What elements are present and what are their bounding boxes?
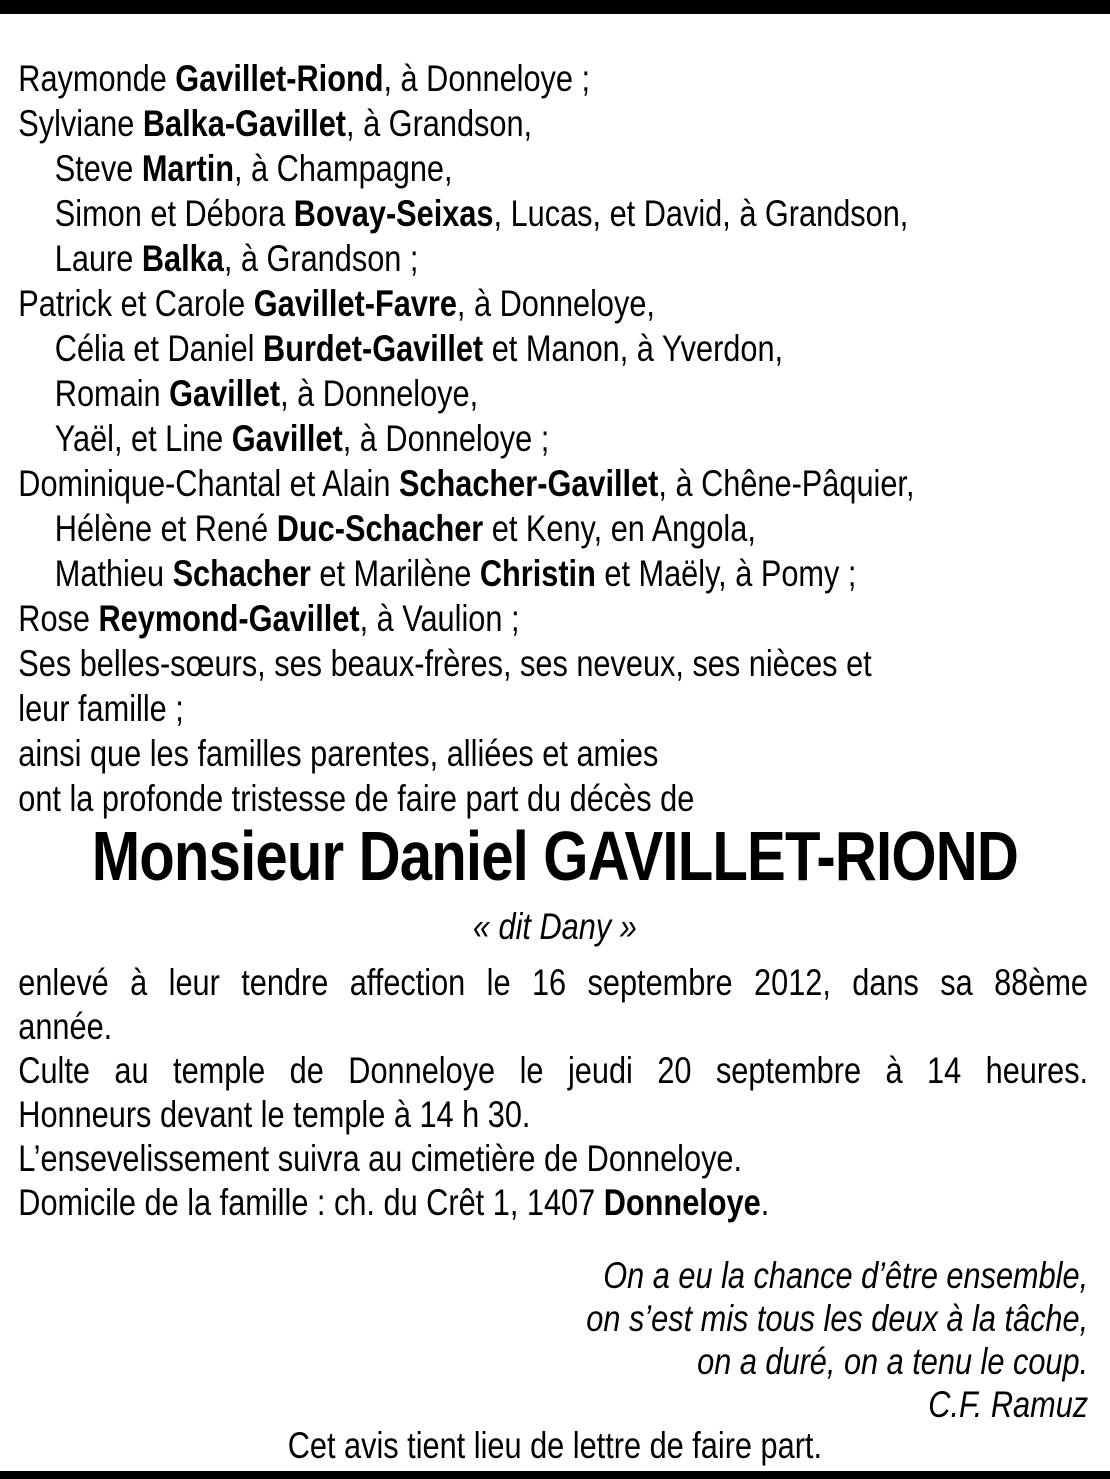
word: septembre [587,962,733,1003]
text-segment: , à Donneloye ; [383,58,591,99]
word: le [486,962,511,1003]
family-name-bold: Balka-Gavillet [142,103,347,144]
word: le [519,1050,544,1091]
family-line [18,191,1088,236]
memorial-quote [18,1254,1088,1426]
text-segment: Romain [54,373,170,414]
family-line [18,551,1088,596]
text-segment: , Lucas, et David, à Grandson, [493,193,909,234]
family-name-bold: Schacher-Gavillet [398,463,659,504]
deceased-nickname: « dit Dany » [472,906,637,947]
family-line [18,506,1088,551]
word: à [130,962,148,1003]
text-segment: Rose [18,598,99,639]
funeral-detail-line [18,961,1088,1005]
word: Donneloye [348,1050,496,1091]
family-name-bold: Gavillet-Riond [175,58,384,99]
text-segment: L’ensevelissement suivra au cimetière de Donneloye. [18,1138,743,1179]
word: au [114,1050,149,1091]
text-segment: Simon et Débora [54,193,294,234]
memorial-quote-line: on a duré, on a tenu le coup. [697,1341,1089,1382]
family-name-bold: Christin [479,553,596,594]
text-segment: Honneurs devant le temple à 14 h 30. [18,1094,531,1135]
text-segment: et Keny, en Angola, [483,508,756,549]
text-segment: Yaël, et Line [54,418,232,459]
family-line [18,776,1088,821]
word: 14 [927,1050,962,1091]
text-segment: , à Donneloye, [456,283,655,324]
family-line [18,461,1088,506]
text-segment: Raymonde [18,58,176,99]
funeral-detail-line [18,1181,1088,1225]
word: à [885,1050,903,1091]
text-segment: Laure [54,238,142,279]
memorial-quote-lines [18,1254,1088,1383]
text-segment: , à Donneloye ; [342,418,550,459]
family-line [18,686,1088,731]
text-segment: et Maëly, à Pomy ; [595,553,857,594]
text-segment: ainsi que les familles parentes, alliées et amies [18,733,659,774]
family-line [18,56,1088,101]
text-segment: Ses belles-sœurs, ses beaux-frères, ses neveux, ses nièces et [18,643,872,684]
text-segment: , à Grandson, [346,103,533,144]
text-segment: Célia et Daniel [54,328,264,369]
bottom-border-rule [0,1471,1110,1479]
quote-attribution: C.F. Ramuz [928,1384,1089,1425]
memorial-quote-line: on s’est mis tous les deux à la tâche, [586,1298,1089,1339]
funeral-details [18,961,1088,1225]
word: leur [168,962,220,1003]
family-name-bold: Gavillet-Favre [253,283,457,324]
word: 88ème [994,962,1089,1003]
family-line [18,146,1088,191]
family-name-bold: Bovay-Seixas [293,193,494,234]
text-segment: . [760,1182,770,1223]
word: 20 [657,1050,692,1091]
text-segment: , à Donneloye, [280,373,479,414]
word: enlevé [18,962,109,1003]
deceased-name-title: Monsieur Daniel GAVILLET-RIOND [91,817,1018,895]
family-line [18,641,1088,686]
family-name-bold: Schacher [172,553,311,594]
family-name-bold: Gavillet [169,373,281,414]
text-segment: Dominique-Chantal et Alain [18,463,399,504]
family-name-bold: Martin [141,148,234,189]
text-segment: , à Vaulion ; [359,598,520,639]
word: Culte [18,1050,90,1091]
family-line [18,731,1088,776]
family-line [18,326,1088,371]
text-segment: Sylviane [18,103,143,144]
text-segment: , à Champagne, [233,148,453,189]
text-segment: année. [18,1006,113,1047]
text-segment: et Manon, à Yverdon, [483,328,784,369]
funeral-detail-line [18,1093,1088,1137]
family-line [18,596,1088,641]
text-segment: , à Chêne-Pâquier, [658,463,915,504]
text-segment: Domicile de la famille : ch. du Crêt 1, 1407 [18,1182,604,1223]
family-list [18,56,1088,821]
family-line [18,281,1088,326]
memorial-quote-line: On a eu la chance d’être ensemble, [603,1255,1089,1296]
family-name-bold: Duc-Schacher [276,508,484,549]
word: jeudi [567,1050,633,1091]
text-segment: , à Grandson ; [223,238,419,279]
word: septembre [715,1050,862,1091]
funeral-detail-line [18,1005,1088,1049]
family-line [18,101,1088,146]
word: affection [349,962,466,1003]
family-line [18,236,1088,281]
text-segment: ont la profonde tristesse de faire part du décès de [18,778,695,819]
word: tendre [241,962,329,1003]
funeral-detail-line [18,1049,1088,1093]
text-segment: Steve [54,148,142,189]
family-name-bold: Donneloye [603,1182,761,1223]
text-segment: leur famille ; [18,688,184,729]
word: 16 [531,962,567,1003]
family-name-bold: Gavillet [231,418,343,459]
word: heures. [985,1050,1089,1091]
closing-line: Cet avis tient lieu de lettre de faire part. [287,1425,822,1466]
text-segment: Patrick et Carole [18,283,254,324]
text-segment: Hélène et René [54,508,277,549]
word: sa [940,962,973,1003]
family-name-bold: Reymond-Gavillet [98,598,360,639]
word: de [289,1050,324,1091]
word: 2012, [754,962,831,1003]
family-name-bold: Burdet-Gavillet [263,328,484,369]
word: dans [852,962,919,1003]
family-name-bold: Balka [141,238,224,279]
text-segment: Mathieu [54,553,173,594]
family-line [18,416,1088,461]
text-segment: et Marilène [310,553,480,594]
funeral-detail-line [18,1137,1088,1181]
family-line [18,371,1088,416]
word: temple [173,1050,266,1091]
